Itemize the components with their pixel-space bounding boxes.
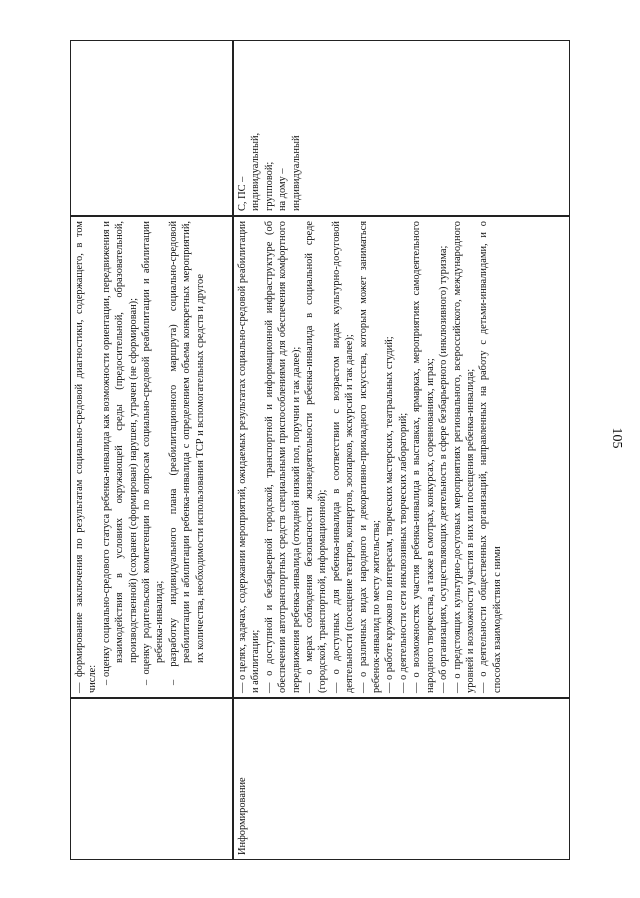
content-lead: — формирование заключения по результатам социально-средовой диагностики, содержащего, в том числе:: [74, 221, 99, 693]
section-cell: Информирование: [233, 698, 570, 860]
content-line: — о целях, задачах, содержании мероприятий, ожидаемых результатах социально-средовой реабилитации и абилитации;: [237, 221, 262, 693]
content-line: — о предстоящих культурно-досуговых мероприятиях регионального, всероссийского, международного уровней и возможности участия в них или посещения ребенка-инвалида;: [451, 221, 476, 693]
sub-item: – оценку социально-средового статуса ребенка-инвалида как возможности ориентации, передвижения и взаимодействия в условиях окружающей среды (предосительной, образовательной, производственной) (сохранен (сформирован) нарушен, утрачен (не сформирован);: [100, 221, 139, 685]
format-cell: [70, 40, 233, 216]
sub-item: – оценку родительской компетенции по вопросам социально-средовой реабилитации и абилитации ребенка-инвалида;: [141, 221, 166, 685]
section-cell: [70, 698, 233, 860]
sub-item: – разработку индивидуального плана (реабилитационного маршрута) социально-средовой реабилитации и абилитации ребенка-инвалида с определением объема конкретных мероприятий, их количества, необходимости использования ТСР и вспомогательных средств и другое: [167, 221, 206, 685]
content-line: — о деятельности общественных организаций, направленных на работу с детьми-инвалидами, и о способах взаимодействия с ними: [478, 221, 503, 693]
table-row: [233, 40, 570, 860]
content-line: — о деятельности сети инклюзивных творческих лабораторий;: [397, 412, 409, 693]
format-line: групповой;: [263, 161, 275, 211]
content-line: — об организациях, осуществляющих деятельность в сфере безбарьерного (инклюзивного) туризма;: [438, 245, 450, 693]
content-line: — о работе кружков по интересам, творческих мастерских, театральных студий;: [384, 336, 396, 693]
content-line: — о доступных для ребенка-инвалида в соответствии с возрастом видах культурно-досуговой деятельности (посещение театров, концертов, зоопарков, экскурсий и так далее);: [330, 221, 356, 693]
content-line: — о доступной и безбарьерной городской, транспортной и информационной инфраструктуре (об обеспечении автотранспортных средств специальными приспособлениями для обеспечения комфортного передвижения ребенка-инвалида (откидной низкий пол, поручни и так далее);: [263, 221, 302, 693]
format-cell: [233, 40, 570, 216]
format-line: индивидуальный: [290, 135, 302, 211]
table: [70, 40, 570, 860]
format-line: индивидуальный,: [250, 132, 262, 211]
content-cell: [70, 216, 233, 698]
content-cell: [233, 216, 570, 698]
table-row: [70, 40, 233, 860]
content-line: — о возможностях участия ребенка-инвалида в выставках, ярмарках, мероприятиях самодеятельного народного творчества, а также в смотрах, конкурсах, соревнованиях, играх;: [411, 221, 436, 693]
format-line: на дому –: [277, 168, 289, 211]
content-line: — о мерах соблюдения безопасности жизнедеятельности ребенка-инвалида в социальной среде (городской, транспортной, информационной);: [304, 221, 329, 693]
content-line: — о различных видах народного и декоративно-прикладного искусства, которым может заниматься ребенок-инвалид по месту жительства;: [357, 221, 383, 693]
page-number: 105: [609, 427, 624, 449]
format-line: С, ПС –: [237, 176, 248, 211]
